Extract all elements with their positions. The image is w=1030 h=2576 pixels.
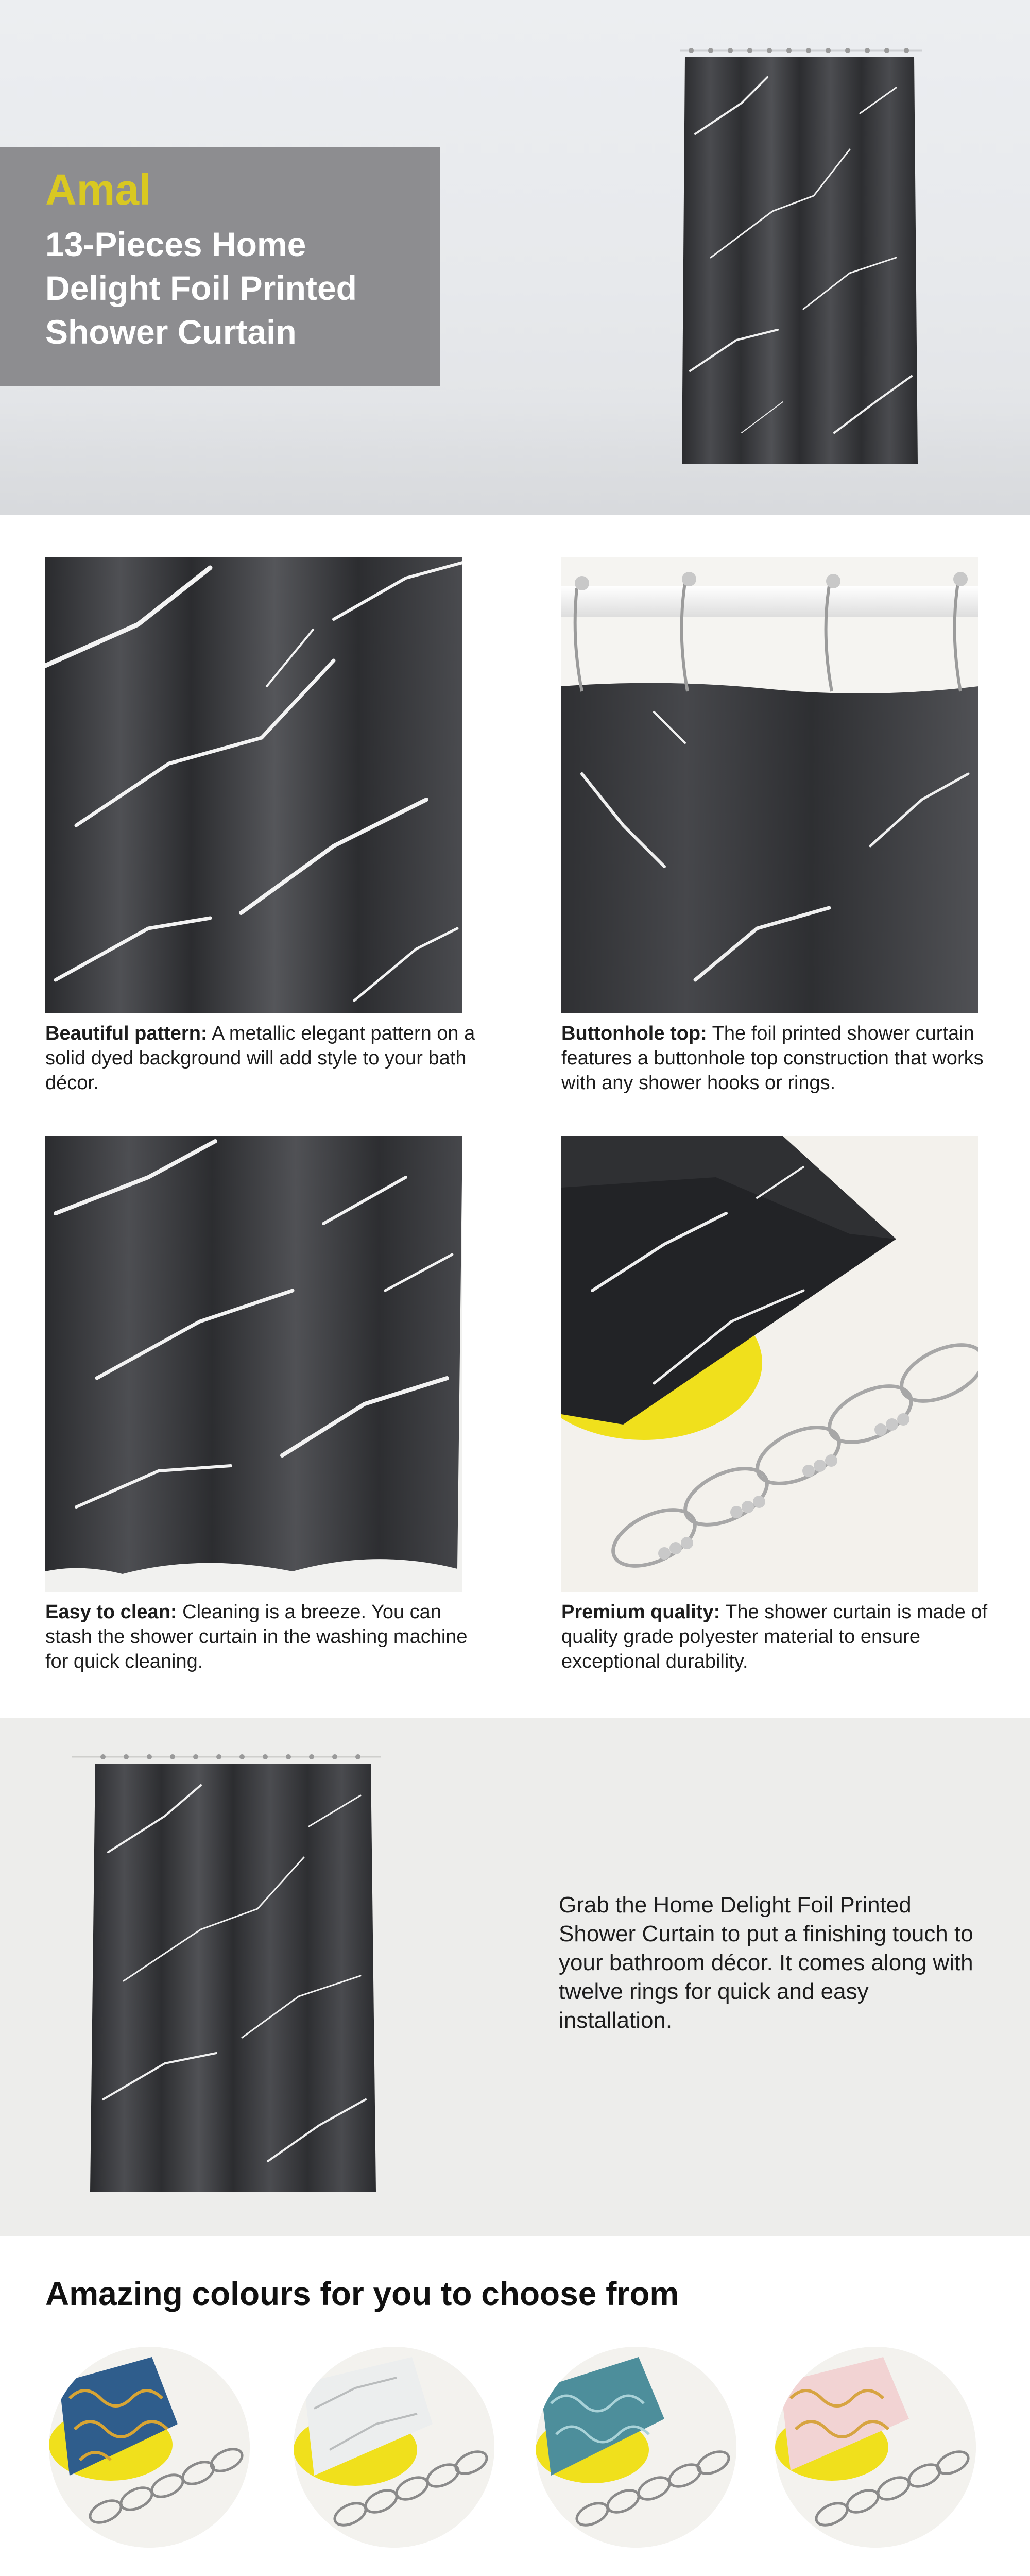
feature-body: Cleaning is a breeze. You can stash the shower curtain in the washing machine for quick cleaning. (45, 1601, 468, 1672)
feature-quality-image (561, 1136, 978, 1592)
strip-curtain-image (72, 1749, 381, 2202)
product-summary-text: Grab the Home Delight Foil Printed Shower Curtain to put a finishing touch to your bathroom décor. It comes along with twelve rings for quick and easy installation. (559, 1892, 973, 2033)
feature-buttonhole-image (561, 557, 978, 1013)
feature-text-pattern (45, 1021, 478, 1095)
feature-heading: Premium quality: (561, 1601, 720, 1623)
product-title: 13-Pieces Home Delight Foil Printed Shower Curtain (45, 225, 357, 351)
feature-text-quality (561, 1600, 994, 1674)
colour-swatch-navy[interactable] (49, 2347, 250, 2548)
feature-pattern-image (45, 557, 462, 1013)
feature-text-buttonhole (561, 1021, 994, 1095)
colour-swatch-white-marble[interactable] (294, 2347, 494, 2548)
feature-clean-image (45, 1136, 462, 1592)
feature-body: The foil printed shower curtain features a buttonhole top construction that works with any shower hooks or rings. (561, 1023, 984, 1094)
feature-body: A metallic elegant pattern on a solid dyed background will add style to your bath décor. (45, 1023, 475, 1094)
brand-name: Amal (45, 165, 151, 214)
hero-curtain-image (680, 41, 922, 469)
feature-text-clean (45, 1600, 478, 1674)
colour-swatch-pink[interactable] (775, 2347, 976, 2548)
colours-heading: Amazing colours for you to choose from (45, 2275, 679, 2312)
colour-swatch-teal[interactable] (536, 2347, 736, 2548)
feature-heading: Beautiful pattern: (45, 1023, 208, 1044)
feature-heading: Easy to clean: (45, 1601, 177, 1623)
feature-heading: Buttonhole top: (561, 1023, 707, 1044)
feature-body: The shower curtain is made of quality grade polyester material to ensure exceptional durability. (561, 1601, 988, 1672)
